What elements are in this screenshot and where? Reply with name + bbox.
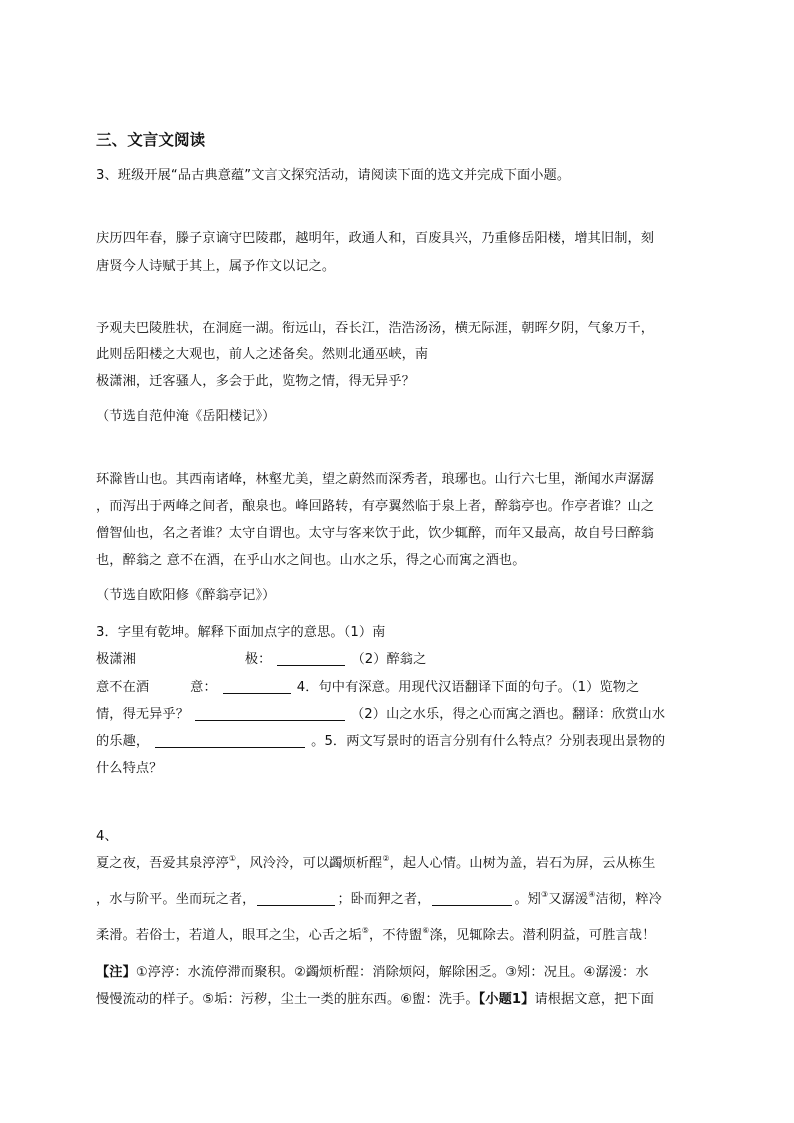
word-ji-label: 极： bbox=[244, 652, 272, 667]
passage-3-line-3: 僧智仙也，名之者谁？太守自谓也。太守与客来饮于此，饮少辄醉，而年又最高，故自号曰醉翁 bbox=[96, 526, 655, 541]
question-4-number: 4、 bbox=[96, 829, 118, 844]
passage-text: 夏之夜，吾爱其泉渟渟 bbox=[96, 856, 229, 871]
footnote-marker: ⑤ bbox=[361, 926, 370, 935]
translation-2-context: 的乐趣， bbox=[96, 734, 150, 749]
passage-2-line-1: 予观夫巴陵胜状，在洞庭一湖。衔远山，吞长江，浩浩汤汤，横无际涯，朝晖夕阴，气象万千， bbox=[96, 321, 655, 336]
passage-text: ；卧而狎之者， bbox=[337, 892, 431, 907]
subquestion-text: 请根据文意，把下面 bbox=[534, 992, 655, 1007]
subquestion-line-4 bbox=[96, 706, 665, 724]
passage-text: 又潺湲 bbox=[548, 892, 589, 907]
answer-blank-ji[interactable] bbox=[277, 652, 345, 666]
answer-blank-lying[interactable] bbox=[432, 892, 512, 906]
annotation-text: ①渟渟：水流停滞而聚积。②蠲烦析酲：消除烦闷，解除困乏。③矧：况且。④潺湲：水 bbox=[135, 965, 649, 980]
translation-2-prompt: （2）山之水乐，得之心而寓之酒也。翻译：欣赏山水 bbox=[351, 707, 666, 722]
passage-text: 。矧 bbox=[514, 892, 542, 907]
question-5-prompt: 。5．两文写景时的语言分别有什么特点？分别表现出景物的 bbox=[311, 734, 666, 749]
subquestion-line-3 bbox=[96, 679, 639, 697]
question-3-intro: 3、班级开展“品古典意蕴”文言文探究活动，请阅读下面的选文并完成下面小题。 bbox=[96, 168, 571, 183]
subquestion-line-6: 什么特点？ bbox=[96, 761, 163, 776]
word-yi-label: 意： bbox=[190, 680, 217, 695]
passage-2-line-3: 极潇湘，迁客骚人，多会于此，览物之情，得无异乎？ bbox=[96, 374, 415, 389]
subquestion-line-1: 3．字里有乾坤。解释下面加点字的意思。（1）南 bbox=[96, 625, 386, 640]
footnote-marker: ④ bbox=[588, 890, 596, 899]
word-2-prompt: （2）醉翁之 bbox=[351, 652, 427, 667]
passage-2-line-2: 此则岳阳楼之大观也，前人之述备矣。然则北通巫峡，南 bbox=[96, 347, 429, 362]
source-citation-2: （节选自欧阳修《醉翁亭记》） bbox=[96, 588, 276, 603]
subquestion-line-2 bbox=[96, 651, 426, 669]
section-heading: 三、文言文阅读 bbox=[96, 131, 206, 149]
passage-text: ，起人心情。山树为盖，岩石为屏，云从栋生 bbox=[389, 856, 656, 871]
question-4-passage-line-2 bbox=[96, 891, 662, 909]
passage-3-line-1: 环滁皆山也。其西南诸峰，林壑尤美，望之蔚然而深秀者，琅琊也。山行六七里，渐闻水声潺潺 bbox=[96, 472, 655, 487]
answer-blank-translation-2[interactable] bbox=[155, 734, 305, 748]
annotation-label: 【注】 bbox=[96, 965, 136, 980]
translation-1-context: 情，得无异乎？ bbox=[96, 707, 190, 722]
footnote-marker: ② bbox=[382, 854, 390, 863]
source-citation-1: （节选自范仲淹《岳阳楼记》） bbox=[96, 409, 276, 424]
passage-text: ，不待盥 bbox=[369, 928, 423, 943]
passage-text: ，水与阶平。坐而玩之者， bbox=[96, 892, 256, 907]
passage-text: 洁彻，粹冷 bbox=[595, 892, 662, 907]
passage-3-line-4: 也，醉翁之 意不在酒，在乎山水之间也。山水之乐，得之心而寓之酒也。 bbox=[96, 553, 526, 568]
passage-1-line-1: 庆历四年春，滕子京谪守巴陵郡，越明年，政通人和，百废具兴，乃重修岳阳楼，增其旧制，刻 bbox=[96, 231, 655, 246]
passage-1-line-2: 唐贤今人诗赋于其上，属予作文以记之。 bbox=[96, 259, 336, 274]
annotation-line-1 bbox=[96, 964, 649, 982]
question-4-prompt: 4．句中有深意。用现代汉语翻译下面的句子。（1）览物之 bbox=[296, 680, 640, 695]
answer-blank-yi[interactable] bbox=[223, 680, 291, 694]
passage-text: ，风泠泠，可以蠲烦析酲 bbox=[236, 856, 383, 871]
passage-3-line-2: ，而泻出于两峰之间者，酿泉也。峰回路转，有亭翼然临于泉上者，醉翁亭也。作亭者谁？山之 bbox=[96, 499, 655, 514]
annotation-line-2 bbox=[96, 991, 654, 1009]
subquestion-label: 【小题1】 bbox=[478, 992, 535, 1007]
footnote-marker: ③ bbox=[541, 890, 549, 899]
footnote-marker: ① bbox=[228, 854, 237, 863]
passage-text: 柔滑。若俗士，若道人，眼耳之尘，心舌之垢 bbox=[96, 928, 362, 943]
answer-blank-sitting[interactable] bbox=[257, 892, 335, 906]
word-yi-context: 意不在酒 bbox=[96, 680, 150, 695]
passage-text: 涤，见辄除去。潜利阴益，可胜言哉！ bbox=[429, 928, 656, 943]
word-ji-context: 极潇湘 bbox=[96, 652, 136, 667]
annotation-text: 慢慢流动的样子。⑤垢：污秽，尘土一类的脏东西。⑥盥：洗手。 bbox=[96, 992, 479, 1007]
footnote-marker: ⑥ bbox=[422, 926, 430, 935]
question-4-passage-line-1 bbox=[96, 855, 655, 873]
answer-blank-translation-1[interactable] bbox=[195, 707, 345, 721]
subquestion-line-5 bbox=[96, 733, 665, 751]
question-4-passage-line-3 bbox=[96, 927, 655, 945]
